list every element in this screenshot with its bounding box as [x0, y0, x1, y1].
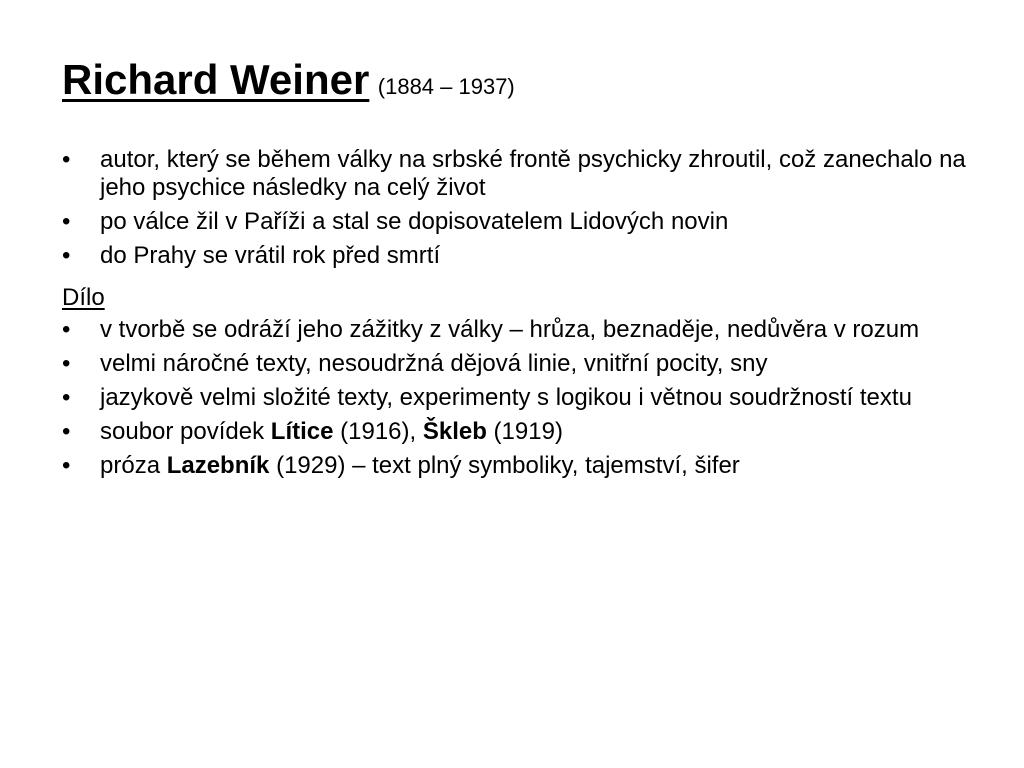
- bullet-text: do Prahy se vrátil rok před smrtí: [100, 242, 441, 269]
- title-name: Richard Weiner: [62, 56, 370, 103]
- bullet-glyph: •: [62, 350, 71, 377]
- list-item: [62, 316, 982, 344]
- bullet-glyph: •: [62, 146, 71, 173]
- intro-bullet-list: [62, 146, 982, 270]
- bullet-text: po válce žil v Paříži a stal se dopisovatelem Lidových novin: [100, 208, 729, 235]
- bullet-glyph: •: [62, 384, 71, 411]
- bullet-text: velmi náročné texty, nesoudržná dějová linie, vnitřní pocity, sny: [100, 350, 768, 377]
- work-year-1919: (1919): [486, 418, 563, 445]
- list-item: [62, 146, 982, 202]
- prose-prefix: próza: [100, 452, 167, 479]
- work-title-skleb: Škleb: [422, 418, 487, 445]
- work-year-1916: (1916),: [333, 418, 423, 445]
- bullet-text: v tvorbě se odráží jeho zážitky z války – hrůza, beznaděje, nedůvěra v rozum: [100, 316, 920, 343]
- bullet-glyph: •: [62, 418, 71, 445]
- list-item: [62, 452, 982, 480]
- list-item: [62, 384, 982, 412]
- prose-rest: (1929) – text plný symboliky, tajemství, šifer: [269, 452, 740, 479]
- bullet-text: [100, 452, 740, 479]
- works-bullet-list: [62, 316, 982, 480]
- list-item: [62, 418, 982, 446]
- bullet-text: [100, 418, 563, 445]
- bullet-glyph: •: [62, 452, 71, 479]
- section-heading-dilo: Dílo: [62, 284, 105, 311]
- works-prefix: soubor povídek: [100, 418, 271, 445]
- bullet-text: jazykově velmi složité texty, experimenty s logikou i větnou soudržností textu: [100, 384, 912, 411]
- list-item: [62, 208, 982, 236]
- slide-title: [62, 56, 515, 104]
- bullet-glyph: •: [62, 242, 71, 269]
- slide-content: [62, 146, 982, 486]
- list-item: [62, 242, 982, 270]
- list-item: [62, 350, 982, 378]
- work-title-lazebnik: Lazebník: [166, 452, 270, 479]
- bullet-glyph: •: [62, 316, 71, 343]
- bullet-text: autor, který se během války na srbské frontě psychicky zhroutil, což zanechalo na jeho psychice následky na celý život: [100, 146, 966, 201]
- title-years: (1884 – 1937): [377, 74, 515, 99]
- work-title-litice: Lítice: [270, 418, 334, 445]
- bullet-glyph: •: [62, 208, 71, 235]
